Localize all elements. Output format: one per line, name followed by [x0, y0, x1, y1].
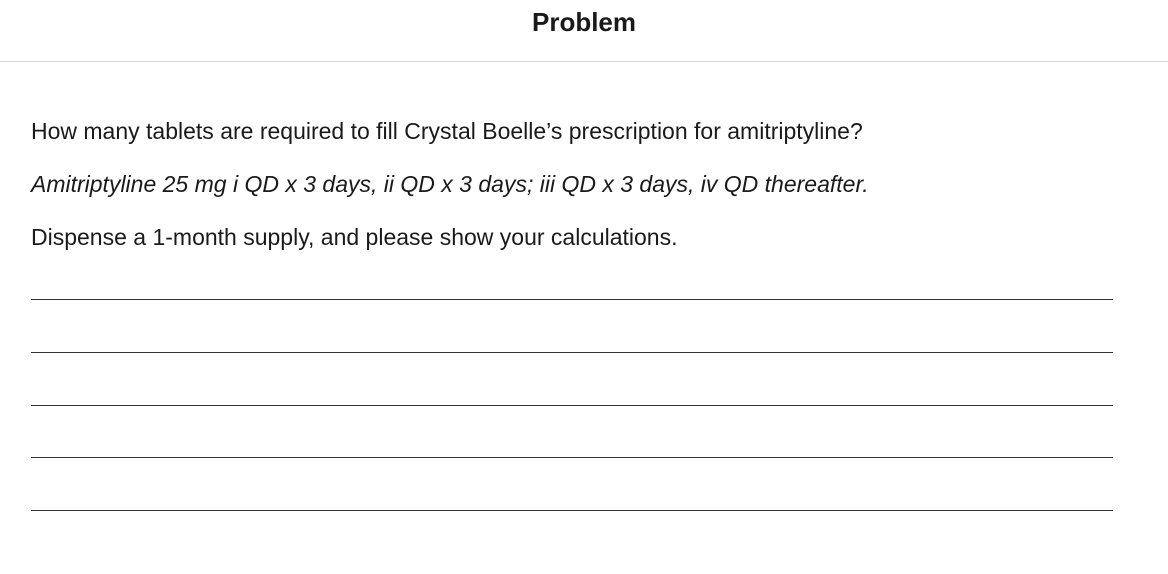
prescription-text: Amitriptyline 25 mg i QD x 3 days, ii QD x 3 days; iii QD x 3 days, iv QD thereafter.: [31, 171, 869, 197]
answer-line: [31, 299, 1113, 300]
answer-line: [31, 352, 1113, 353]
answer-line: [31, 457, 1113, 458]
page-title: Problem: [531, 7, 637, 37]
instruction-text: Dispense a 1-month supply, and please show your calculations.: [31, 224, 678, 250]
answer-line: [31, 510, 1113, 511]
answer-line: [31, 405, 1113, 406]
question-text: How many tablets are required to fill Crystal Boelle’s prescription for amitriptyline?: [31, 118, 863, 144]
page-header: [0, 0, 1168, 62]
